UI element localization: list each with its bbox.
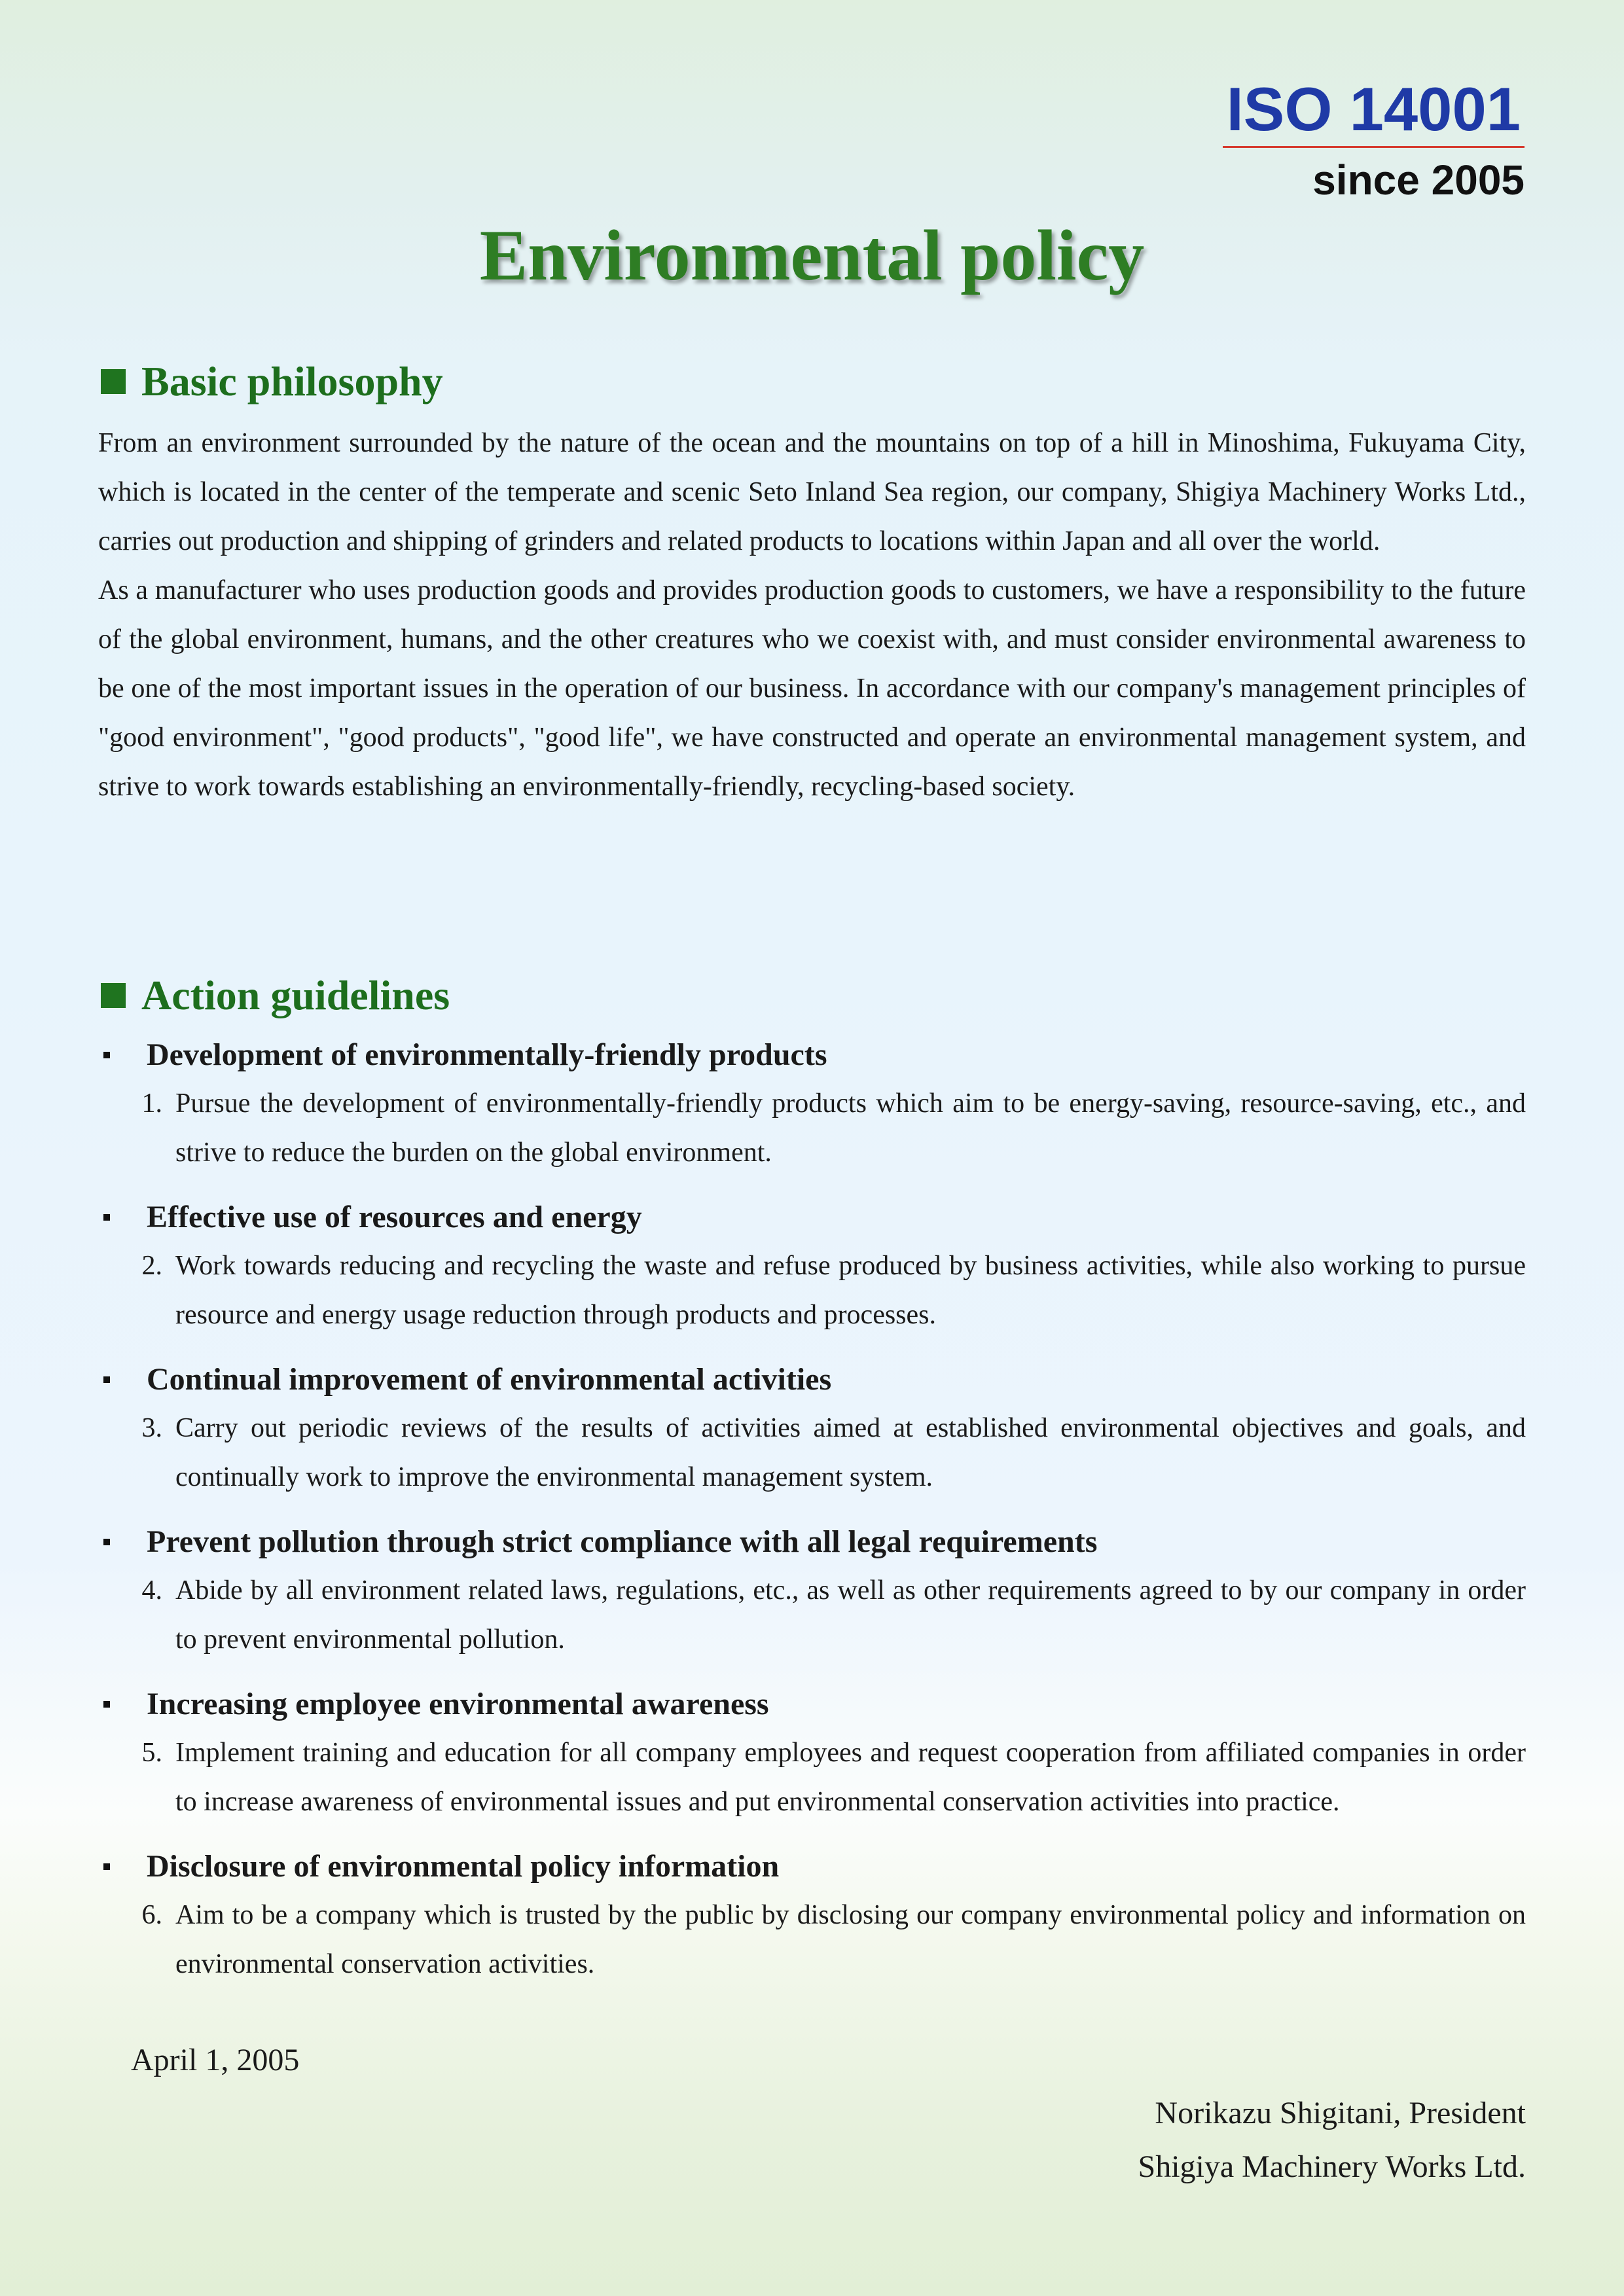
bullet-icon — [103, 1214, 110, 1221]
guideline-title: Development of environmentally-friendly products — [98, 1030, 1526, 1079]
guideline — [98, 1517, 1526, 1664]
item-text: Abide by all environment related laws, regulations, etc., as well as other requirements agreed to by our company in order to prevent environmental pollution. — [175, 1575, 1526, 1655]
item-text: Implement training and education for all company employees and request cooperation from affiliated companies in order to increase awareness of environmental issues and put environmental conservation activities into practice. — [175, 1738, 1526, 1818]
guideline-title: Increasing employee environmental awareness — [98, 1679, 1526, 1729]
item-number: 1. — [141, 1088, 162, 1119]
action-guidelines-heading-text: Action guidelines — [141, 972, 450, 1018]
bullet-icon — [103, 1701, 110, 1708]
guideline-title: Prevent pollution through strict compliance with all legal requirements — [98, 1517, 1526, 1566]
item-number: 5. — [141, 1738, 162, 1768]
guideline — [98, 1030, 1526, 1177]
guideline — [98, 1193, 1526, 1340]
basic-philosophy-heading-text: Basic philosophy — [141, 358, 443, 404]
iso-badge — [1223, 77, 1525, 203]
square-bullet-icon — [101, 983, 126, 1008]
guideline-title: Disclosure of environmental policy information — [98, 1842, 1526, 1891]
item-text: Work towards reducing and recycling the waste and refuse produced by business activities, while also working to pursue resource and energy usage reduction through products and processes. — [175, 1251, 1526, 1331]
guideline-item — [98, 1729, 1526, 1827]
action-guidelines-heading — [98, 973, 1526, 1018]
page-title: Environmental policy — [479, 215, 1145, 295]
guideline — [98, 1842, 1526, 1989]
guideline-title: Continual improvement of environmental activities — [98, 1355, 1526, 1404]
item-text: Carry out periodic reviews of the results of activities aimed at established environmental objectives and goals, and continually work to improve the environmental management system. — [175, 1413, 1526, 1493]
guideline-title: Effective use of resources and energy — [98, 1193, 1526, 1242]
item-number: 2. — [141, 1251, 162, 1282]
guideline-item — [98, 1079, 1526, 1177]
bullet-icon — [103, 1052, 110, 1058]
iso-label: ISO 14001 — [1223, 77, 1525, 148]
company-name: Shigiya Machinery Works Ltd. — [1138, 2149, 1526, 2184]
guideline-item — [98, 1566, 1526, 1664]
square-bullet-icon — [101, 369, 126, 394]
guideline-item — [98, 1891, 1526, 1989]
item-number: 6. — [141, 1900, 162, 1931]
guideline — [98, 1355, 1526, 1502]
basic-philosophy-heading — [98, 359, 1526, 404]
guideline — [98, 1679, 1526, 1827]
item-number: 3. — [141, 1413, 162, 1444]
philosophy-paragraph: From an environment surrounded by the nature of the ocean and the mountains on top of a hill in Minoshima, Fukuyama City, which is located in the center of the temperate and scenic Seto Inland Sea region, our company, Shigiya Machinery Works Ltd., carries out production and shipping of grinders and related products to locations within Japan and all over the world. — [98, 428, 1526, 557]
item-text: Aim to be a company which is trusted by the public by disclosing our company environmental policy and information on environmental conservation activities. — [175, 1900, 1526, 1980]
item-text: Pursue the development of environmentally-friendly products which aim to be energy-saving, resource-saving, etc., and strive to reduce the burden on the global environment. — [175, 1088, 1526, 1168]
guideline-item — [98, 1242, 1526, 1340]
guideline-item — [98, 1404, 1526, 1502]
bullet-icon — [103, 1376, 110, 1383]
signature-block — [1138, 2087, 1526, 2194]
item-number: 4. — [141, 1575, 162, 1606]
bullet-icon — [103, 1539, 110, 1545]
policy-date: April 1, 2005 — [131, 2043, 300, 2077]
action-guidelines-section — [98, 973, 1526, 1989]
since-label: since 2005 — [1312, 156, 1525, 204]
philosophy-paragraph: As a manufacturer who uses production goods and provides production goods to customers, we have a responsibility to the future of the global environment, humans, and the other creatures who we coexist with, and must consider environmental awareness to be one of the most important issues in the operation of our business. In accordance with our company's management principles of "good environment", "good products", "good life", we have constructed and operate an environmental management system, and strive to work towards establishing an environmentally-friendly, recycling-based society. — [98, 575, 1526, 802]
signatory-name: Norikazu Shigitani, President — [1155, 2096, 1526, 2130]
basic-philosophy-section — [98, 359, 1526, 812]
bullet-icon — [103, 1863, 110, 1870]
